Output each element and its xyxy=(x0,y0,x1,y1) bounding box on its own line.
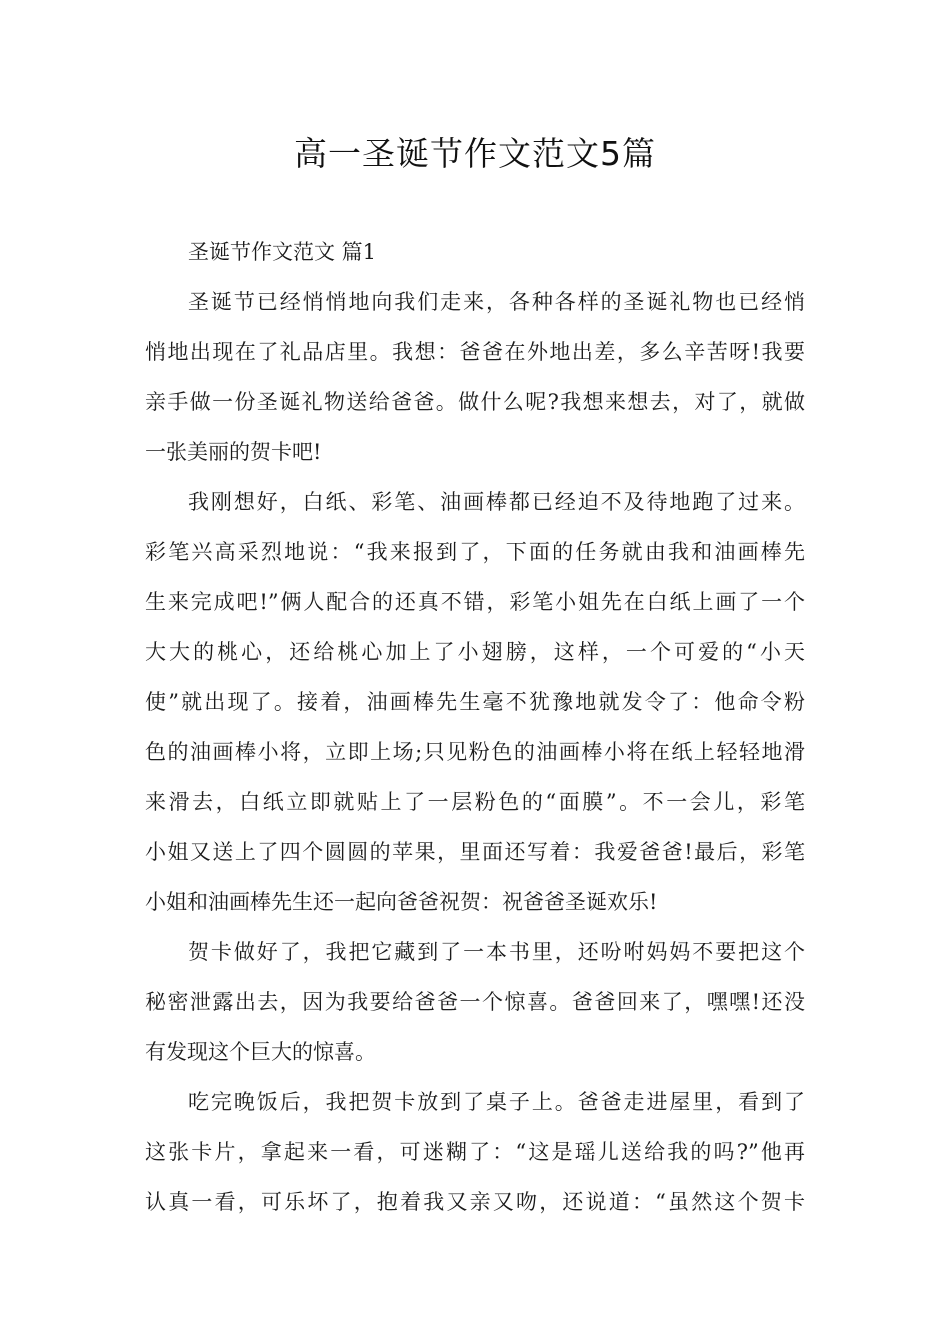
paragraph xyxy=(145,1077,805,1227)
text-line: 贺卡做好了，我把它藏到了一本书里，还吩咐妈妈不要把这个 xyxy=(188,940,805,964)
paragraph xyxy=(145,277,805,477)
text-line: 认真一看，可乐坏了，抱着我又亲又吻，还说道：“虽然这个贺卡 xyxy=(145,1190,805,1214)
section-heading: 圣诞节作文范文 篇1 xyxy=(188,240,377,264)
text-line: 吃完晚饭后，我把贺卡放到了桌子上。爸爸走进屋里，看到了 xyxy=(188,1090,805,1114)
text-line: 生来完成吧!”俩人配合的还真不错，彩笔小姐先在白纸上画了一个 xyxy=(145,590,805,614)
article-body xyxy=(145,227,805,1227)
text-line: 色的油画棒小将，立即上场;只见粉色的油画棒小将在纸上轻轻地滑 xyxy=(145,740,805,764)
page-title: 高一圣诞节作文范文5篇 xyxy=(294,134,656,173)
text-line: 小姐和油画棒先生还一起向爸爸祝贺：祝爸爸圣诞欢乐! xyxy=(145,890,658,914)
text-line: 这张卡片，拿起来一看，可迷糊了：“这是瑶儿送给我的吗?”他再 xyxy=(145,1140,805,1164)
text-line: 大大的桃心，还给桃心加上了小翅膀，这样，一个可爱的“小天 xyxy=(145,640,805,664)
text-line: 圣诞节已经悄悄地向我们走来，各种各样的圣诞礼物也已经悄 xyxy=(188,290,805,314)
text-line: 亲手做一份圣诞礼物送给爸爸。做什么呢?我想来想去，对了，就做 xyxy=(145,390,805,414)
text-line: 来滑去，白纸立即就贴上了一层粉色的“面膜”。不一会儿，彩笔 xyxy=(145,790,805,814)
text-line: 有发现这个巨大的惊喜。 xyxy=(145,1040,376,1064)
text-line: 悄地出现在了礼品店里。我想：爸爸在外地出差，多么辛苦呀!我要 xyxy=(145,340,805,364)
text-line: 一张美丽的贺卡吧! xyxy=(145,440,322,464)
text-line: 使”就出现了。接着，油画棒先生毫不犹豫地就发令了：他命令粉 xyxy=(145,690,805,714)
text-line: 小姐又送上了四个圆圆的苹果，里面还写着：我爱爸爸!最后，彩笔 xyxy=(145,840,805,864)
text-line: 彩笔兴高采烈地说：“我来报到了，下面的任务就由我和油画棒先 xyxy=(145,540,805,564)
text-line: 秘密泄露出去，因为我要给爸爸一个惊喜。爸爸回来了，嘿嘿!还没 xyxy=(145,990,805,1014)
text-line: 我刚想好，白纸、彩笔、油画棒都已经迫不及待地跑了过来。 xyxy=(188,490,805,514)
paragraph xyxy=(145,927,805,1077)
paragraph xyxy=(145,477,805,927)
